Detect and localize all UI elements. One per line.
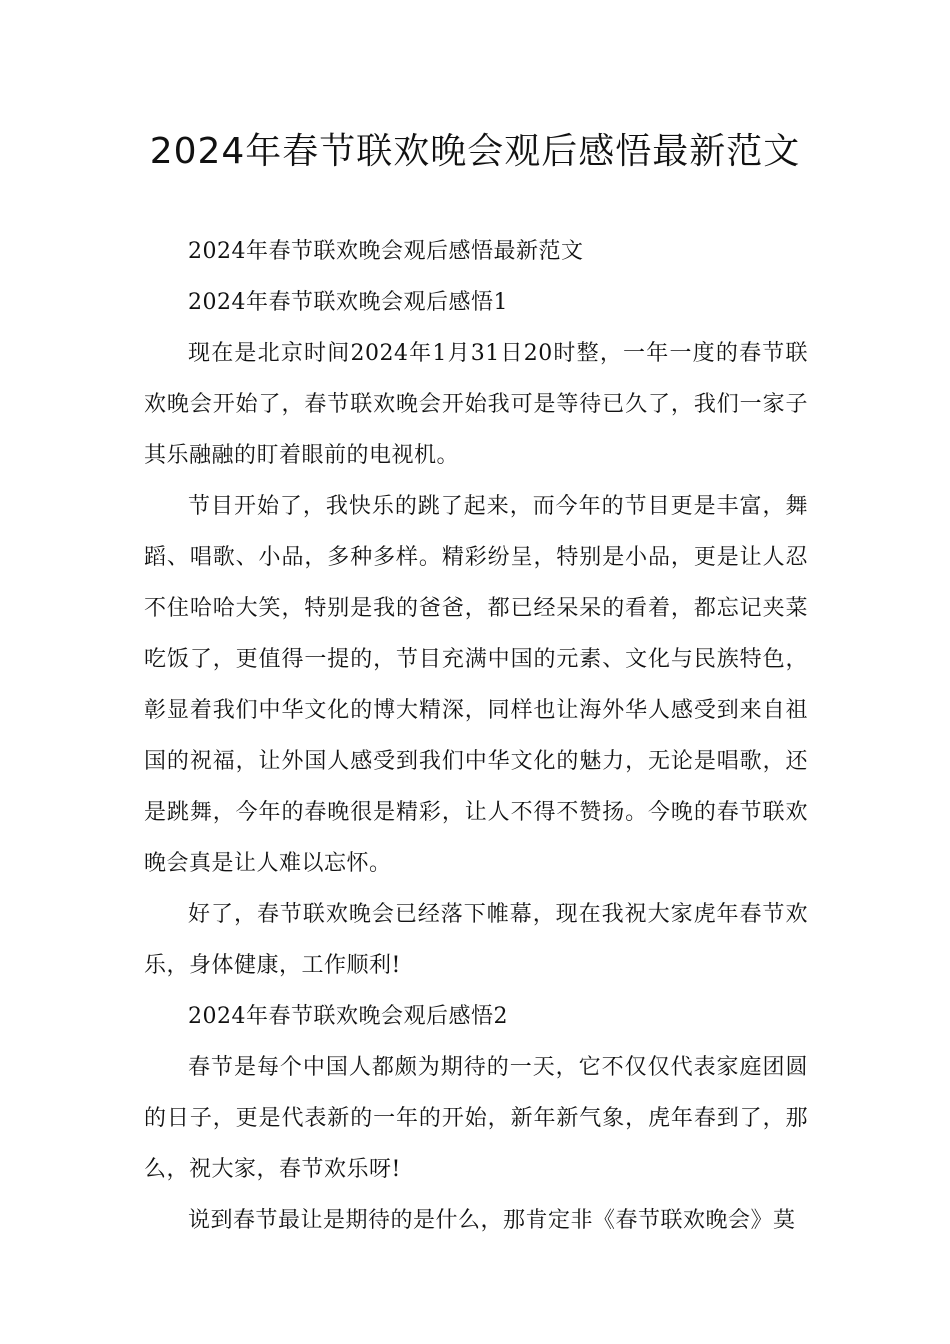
paragraph: 春节是每个中国人都颇为期待的一天，它不仅仅代表家庭团圆的日子，更是代表新的一年的开始，新年新气象，虎年春到了，那么，祝大家，春节欢乐呀!: [144, 1055, 808, 1182]
paragraph-subtitle: 2024年春节联欢晚会观后感悟最新范文: [188, 239, 584, 264]
document-title: 2024年春节联欢晚会观后感悟最新范文: [149, 131, 801, 172]
section-heading-2: 2024年春节联欢晚会观后感悟2: [188, 1004, 508, 1029]
section-heading-1: 2024年春节联欢晚会观后感悟1: [188, 290, 508, 315]
paragraph: 说到春节最让是期待的是什么，那肯定非《春节联欢晚会》莫: [188, 1208, 796, 1233]
paragraph: 现在是北京时间2024年1月31日20时整，一年一度的春节联欢晚会开始了，春节联欢晚会开始我可是等待已久了，我们一家子其乐融融的盯着眼前的电视机。: [144, 341, 808, 468]
paragraph: 好了，春节联欢晚会已经落下帷幕，现在我祝大家虎年春节欢乐，身体健康，工作顺利!: [144, 902, 808, 978]
paragraph: 节目开始了，我快乐的跳了起来，而今年的节目更是丰富，舞蹈、唱歌、小品，多种多样。精彩纷呈，特别是小品，更是让人忍不住哈哈大笑，特别是我的爸爸，都已经呆呆的看着，都忘记夹菜吃饭了，更值得一提的，节目充满中国的元素、文化与民族特色，彰显着我们中华文化的博大精深，同样也让海外华人感受到来自祖国的祝福，让外国人感受到我们中华文化的魅力，无论是唱歌，还是跳舞，今年的春晚很是精彩，让人不得不赞扬。今晚的春节联欢晚会真是让人难以忘怀。: [144, 494, 808, 876]
document-body: [144, 226, 808, 1246]
